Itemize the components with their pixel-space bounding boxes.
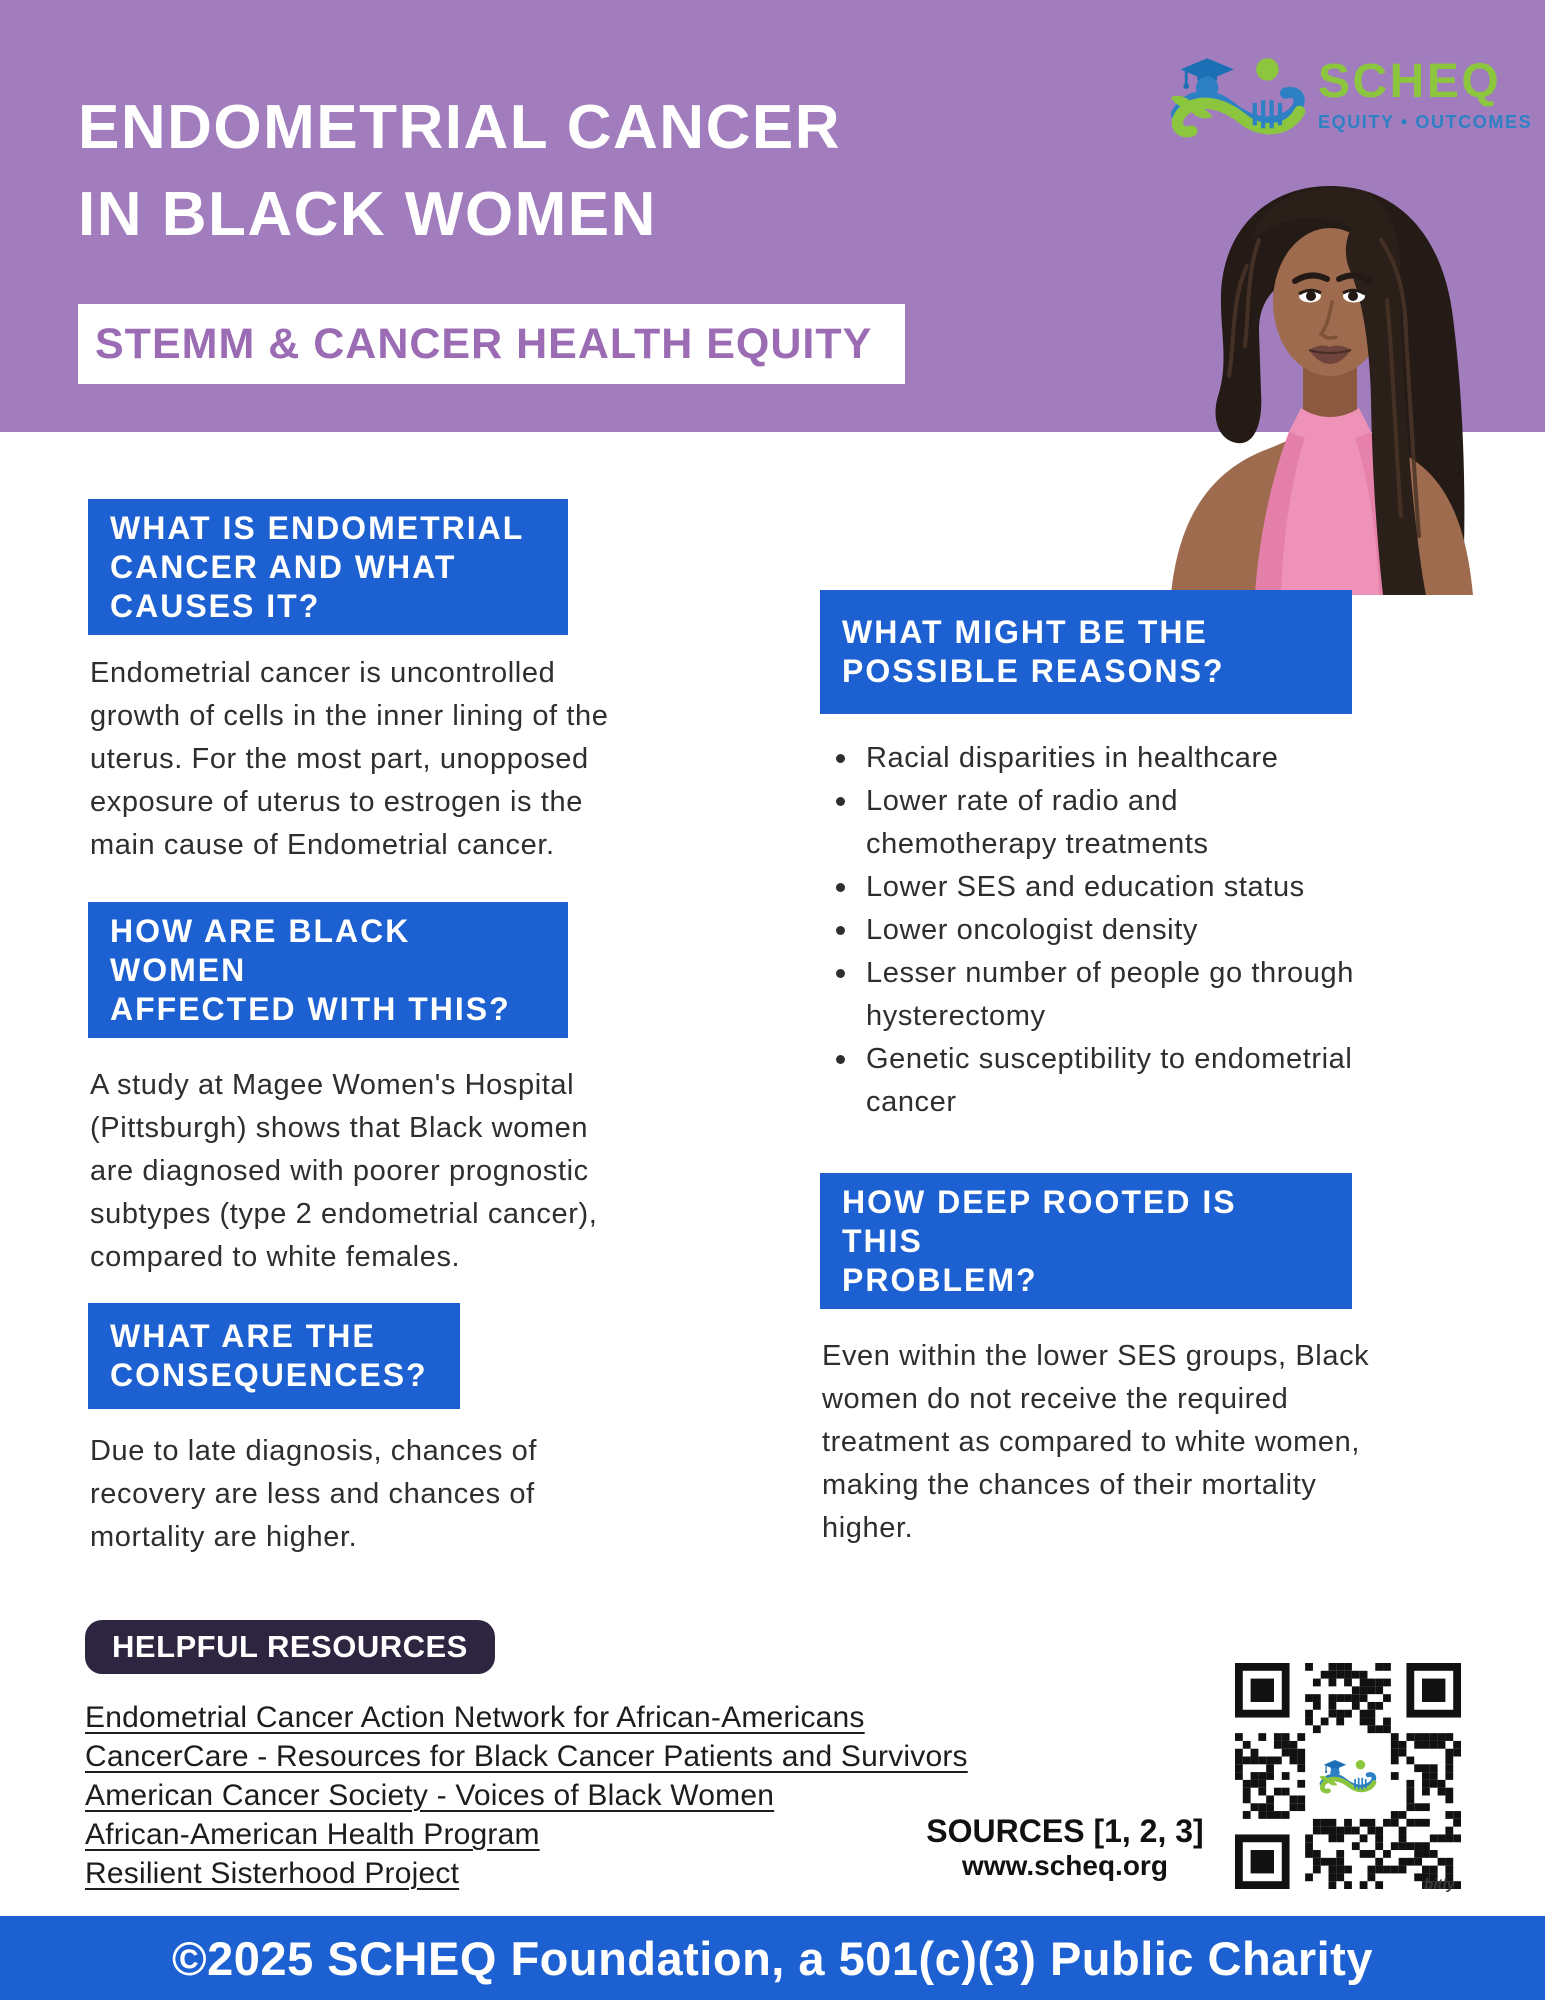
heading-possible-reasons: [820, 590, 1352, 714]
paragraph-line: Even within the lower SES groups, Black: [822, 1340, 1370, 1372]
page-title-line1: ENDOMETRIAL CANCER: [78, 93, 841, 162]
paragraph-line: treatment as compared to white women,: [822, 1426, 1360, 1458]
bullet-line: Lower SES and education status: [866, 871, 1305, 903]
heading-line: HOW DEEP ROOTED IS: [842, 1183, 1237, 1220]
paragraph-line: A study at Magee Women's Hospital: [90, 1069, 575, 1101]
heading-line: AFFECTED WITH THIS?: [110, 990, 511, 1027]
paragraph-line: mortality are higher.: [90, 1521, 358, 1553]
paragraph-line: making the chances of their mortality: [822, 1469, 1317, 1501]
scheq-logo-tagline: EQUITY • OUTCOMES: [1318, 112, 1533, 132]
list-item: [826, 737, 1354, 780]
paragraph-line: (Pittsburgh) shows that Black women: [90, 1112, 589, 1144]
bullet-line: Lower rate of radio and: [866, 785, 1179, 817]
heading-line: CANCER AND WHAT: [110, 548, 457, 585]
bullet-line: Racial disparities in healthcare: [866, 742, 1279, 774]
woman-illustration: [1155, 180, 1485, 595]
footer-text: ©2025 SCHEQ Foundation, a 501(c)(3) Public Charity: [172, 1931, 1373, 1985]
bitly-logo: bitly: [1424, 1876, 1455, 1893]
bullet-line: Genetic susceptibility to endometrial: [866, 1043, 1353, 1075]
list-item: [826, 909, 1354, 952]
helpful-resources-badge: HELPFUL RESOURCES: [85, 1620, 495, 1674]
resource-link-resilient-sisterhood[interactable]: Resilient Sisterhood Project: [85, 1857, 460, 1890]
paragraph-line: women do not receive the required: [822, 1383, 1289, 1415]
heading-line: PROBLEM?: [842, 1261, 1038, 1298]
paragraph-line: exposure of uterus to estrogen is the: [90, 786, 583, 818]
paragraph-line: are diagnosed with poorer prognostic: [90, 1155, 589, 1187]
heading-line: WHAT MIGHT BE THE: [842, 614, 1208, 650]
paragraph-deep-rooted: [822, 1335, 1369, 1550]
list-item: [826, 952, 1354, 1038]
paragraph-consequences: [90, 1430, 537, 1559]
website-url: www.scheq.org: [962, 1850, 1168, 1881]
heading-line: CONSEQUENCES?: [110, 1357, 428, 1393]
heading-line: CAUSES IT?: [110, 587, 321, 624]
paragraph-line: uterus. For the most part, unopposed: [90, 743, 589, 775]
paragraph-line: Endometrial cancer is uncontrolled: [90, 657, 556, 689]
heading-line: WOMEN: [110, 951, 247, 988]
list-item: [826, 866, 1354, 909]
bullet-line: Lower oncologist density: [866, 914, 1198, 946]
paragraph-line: higher.: [822, 1512, 914, 1544]
scheq-logo-text: [1318, 56, 1532, 133]
subtitle-box: [78, 304, 905, 384]
heading-how-deep-rooted: [820, 1173, 1352, 1309]
page-title: [78, 84, 841, 258]
bullet-line: hysterectomy: [866, 1000, 1046, 1032]
qr-code: [1235, 1663, 1461, 1893]
page-title-line2: IN BLACK WOMEN: [78, 180, 657, 249]
list-item: [826, 780, 1354, 866]
heading-what-are-the-consequences: [88, 1303, 460, 1409]
resource-link-ecana[interactable]: Endometrial Cancer Action Network for African-Americans: [85, 1701, 865, 1734]
resource-link-acs-voices[interactable]: American Cancer Society - Voices of Black Women: [85, 1779, 775, 1812]
paragraph-line: compared to white females.: [90, 1241, 461, 1273]
heading-line: THIS: [842, 1222, 923, 1259]
footer-bar: [0, 1916, 1545, 2000]
paragraph-line: main cause of Endometrial cancer.: [90, 829, 555, 861]
subtitle-text: STEMM & CANCER HEALTH EQUITY: [95, 319, 873, 368]
sources-block: [900, 1812, 1230, 1882]
resource-links: [85, 1698, 968, 1893]
heading-what-is-endometrial-cancer: [88, 499, 568, 635]
bullet-line: cancer: [866, 1086, 957, 1118]
paragraph-what-is: [90, 652, 608, 867]
scheq-logo-icon: [1168, 52, 1308, 140]
sources-label: SOURCES [1, 2, 3]: [926, 1813, 1204, 1849]
paragraph-line: Due to late diagnosis, chances of: [90, 1435, 538, 1467]
reasons-bullet-list: [826, 737, 1354, 1124]
bullet-line: chemotherapy treatments: [866, 828, 1209, 860]
paragraph-line: growth of cells in the inner lining of the: [90, 700, 609, 732]
heading-how-are-black-women-affected: [88, 902, 568, 1038]
resource-link-aahp[interactable]: African-American Health Program: [85, 1818, 540, 1851]
resource-link-cancercare[interactable]: CancerCare - Resources for Black Cancer Patients and Survivors: [85, 1740, 968, 1773]
heading-line: WHAT IS ENDOMETRIAL: [110, 509, 525, 546]
scheq-logo-name: SCHEQ: [1318, 55, 1502, 108]
heading-line: POSSIBLE REASONS?: [842, 653, 1225, 689]
paragraph-affected: [90, 1064, 597, 1279]
heading-line: HOW ARE BLACK: [110, 912, 411, 949]
bullet-line: Lesser number of people go through: [866, 957, 1354, 989]
heading-line: WHAT ARE THE: [110, 1318, 376, 1354]
list-item: [826, 1038, 1354, 1124]
qr-code-graphic: [1235, 1663, 1461, 1889]
paragraph-line: recovery are less and chances of: [90, 1478, 535, 1510]
paragraph-line: subtypes (type 2 endometrial cancer),: [90, 1198, 598, 1230]
